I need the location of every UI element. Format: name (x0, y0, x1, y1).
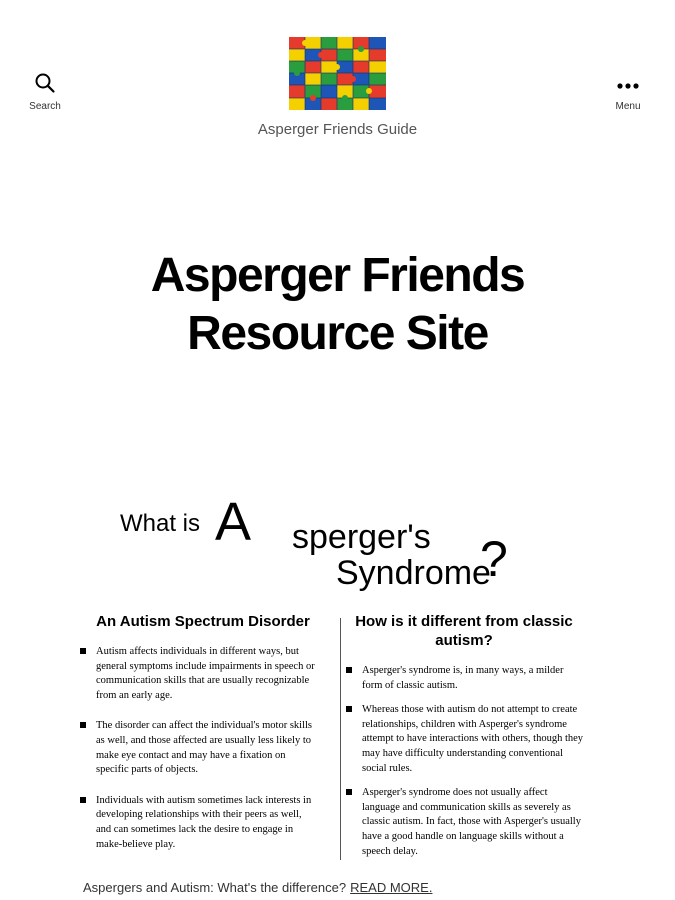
bullet-square-icon (80, 648, 86, 654)
infographic-heading-part4: Syndrome (336, 554, 491, 592)
infographic-heading-part1: What is (120, 510, 201, 537)
bullet-square-icon (346, 789, 352, 795)
left-column (78, 612, 318, 868)
asperger-infographic (78, 492, 608, 870)
bullet-square-icon (80, 722, 86, 728)
search-icon (34, 72, 56, 94)
right-column-title: How is it different from classic autism? (355, 613, 573, 649)
teaser-text: Aspergers and Autism: What's the difference? (83, 880, 347, 895)
menu-label: Menu (615, 101, 641, 112)
column-divider (340, 618, 341, 860)
bullet-square-icon (346, 667, 352, 673)
right-column (344, 612, 584, 869)
site-name[interactable]: Asperger Friends Guide (257, 121, 418, 138)
list-item: The disorder can affect the individual's motor skills as well, and those affected are usually less likely to make eye contact and may have a fixation on specific parts of objects. (78, 719, 318, 777)
list-item: Autism affects individuals in different ways, but general symptoms include impairments in speech or communication skills that are usually recognizable from an early age. (78, 645, 318, 703)
left-column-title: An Autism Spectrum Disorder (96, 613, 310, 630)
list-item: Whereas those with autism do not attempt to create relationships, children with Asperger's syndrome attempt to have interactions with others, though they may have difficulty understanding conventional social rules. (344, 703, 584, 776)
infographic-heading (120, 492, 560, 596)
page-title: Asperger Friends Resource Site (150, 249, 525, 360)
read-more-link[interactable]: READ MORE. (350, 880, 433, 895)
site-logo[interactable] (289, 37, 386, 110)
infographic-heading-part5: ? (480, 531, 508, 587)
menu-dots-icon (615, 72, 641, 94)
bullet-square-icon (346, 706, 352, 712)
search-label: Search (29, 101, 61, 112)
article-teaser (83, 880, 432, 895)
menu-button[interactable] (598, 72, 658, 112)
bullet-square-icon (80, 797, 86, 803)
search-button[interactable] (15, 72, 75, 112)
list-item: Individuals with autism sometimes lack interests in developing relationships with their peers as well, and can sometimes lack the desire to engage in make-believe play. (78, 794, 318, 852)
puzzle-logo-icon (289, 37, 386, 110)
list-item: Asperger's syndrome does not usually affect language and communication skills as severely as classic autism. In fact, those with Asperger's usually have a good handle on language skills without a speech delay. (344, 786, 584, 859)
infographic-heading-part3: sperger's (292, 518, 431, 556)
list-item: Asperger's syndrome is, in many ways, a milder form of classic autism. (344, 664, 584, 693)
infographic-heading-part2: A (215, 492, 252, 552)
